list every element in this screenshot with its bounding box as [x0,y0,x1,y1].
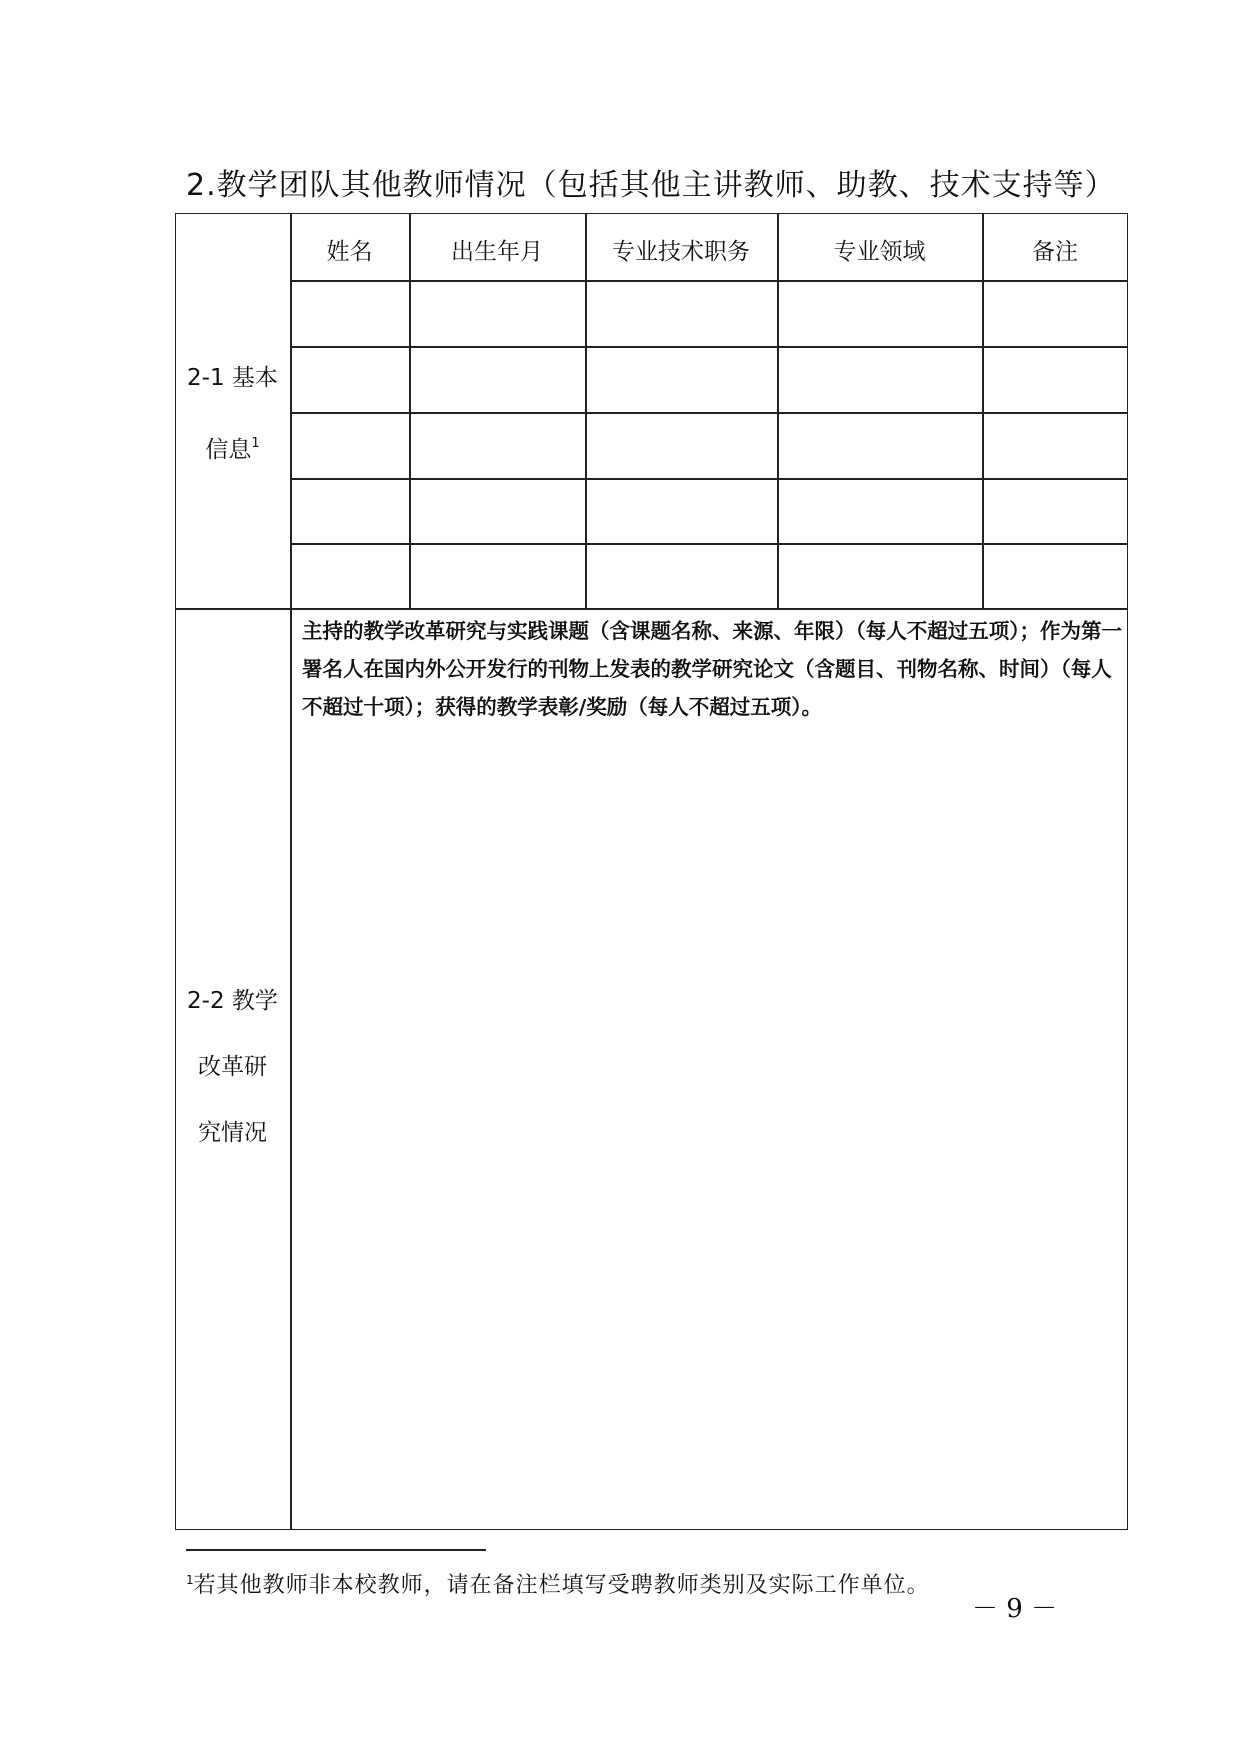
section-title: 2.教学团队其他教师情况（包括其他主讲教师、助教、技术支持等） [186,168,1116,203]
table-row [290,281,1128,346]
header-professional-field: 专业领域 [833,239,926,265]
page-number: － 9 － [972,1594,1058,1624]
footnote [186,1568,930,1599]
basic-info-label-line1: 2-1 基本 [187,365,278,391]
reform-content-area[interactable] [296,720,1122,1520]
header-professional-title: 专业技术职务 [612,239,750,265]
header-remarks: 备注 [1032,239,1078,265]
footnote-separator [186,1549,486,1551]
table-row [290,413,1128,478]
reform-label-line1: 2-2 教学 [187,988,278,1014]
basic-info-label-text: 信息 [205,437,252,463]
basic-info-label-line2 [175,411,290,483]
table-row [290,544,1128,608]
reform-label-line3: 究情况 [198,1120,267,1146]
header-birth-date: 出生年月 [451,239,543,265]
reform-label-line2: 改革研 [198,1054,267,1080]
reform-instruction: 主持的教学改革研究与实践课题（含课题名称、来源、年限）（每人不超过五项）；作为第一署名人在国内外公开发行的刊物上发表的教学研究论文（含题目、刊物名称、时间）（每人不超过十项）；获得的教学表彰/奖励（每人不超过五项）。 [302,619,1122,719]
footnote-ref: 1 [251,436,260,451]
header-name: 姓名 [326,239,373,265]
table-row [290,479,1128,543]
basic-info-label [175,345,290,483]
table-divider-section [175,608,1128,610]
footnote-text: 若其他教师非本校教师，请在备注栏填写受聘教师类别及实际工作单位。 [193,1573,930,1598]
footnote-marker: 1 [186,1573,194,1587]
reform-label [175,968,290,1166]
table-row [290,347,1128,412]
